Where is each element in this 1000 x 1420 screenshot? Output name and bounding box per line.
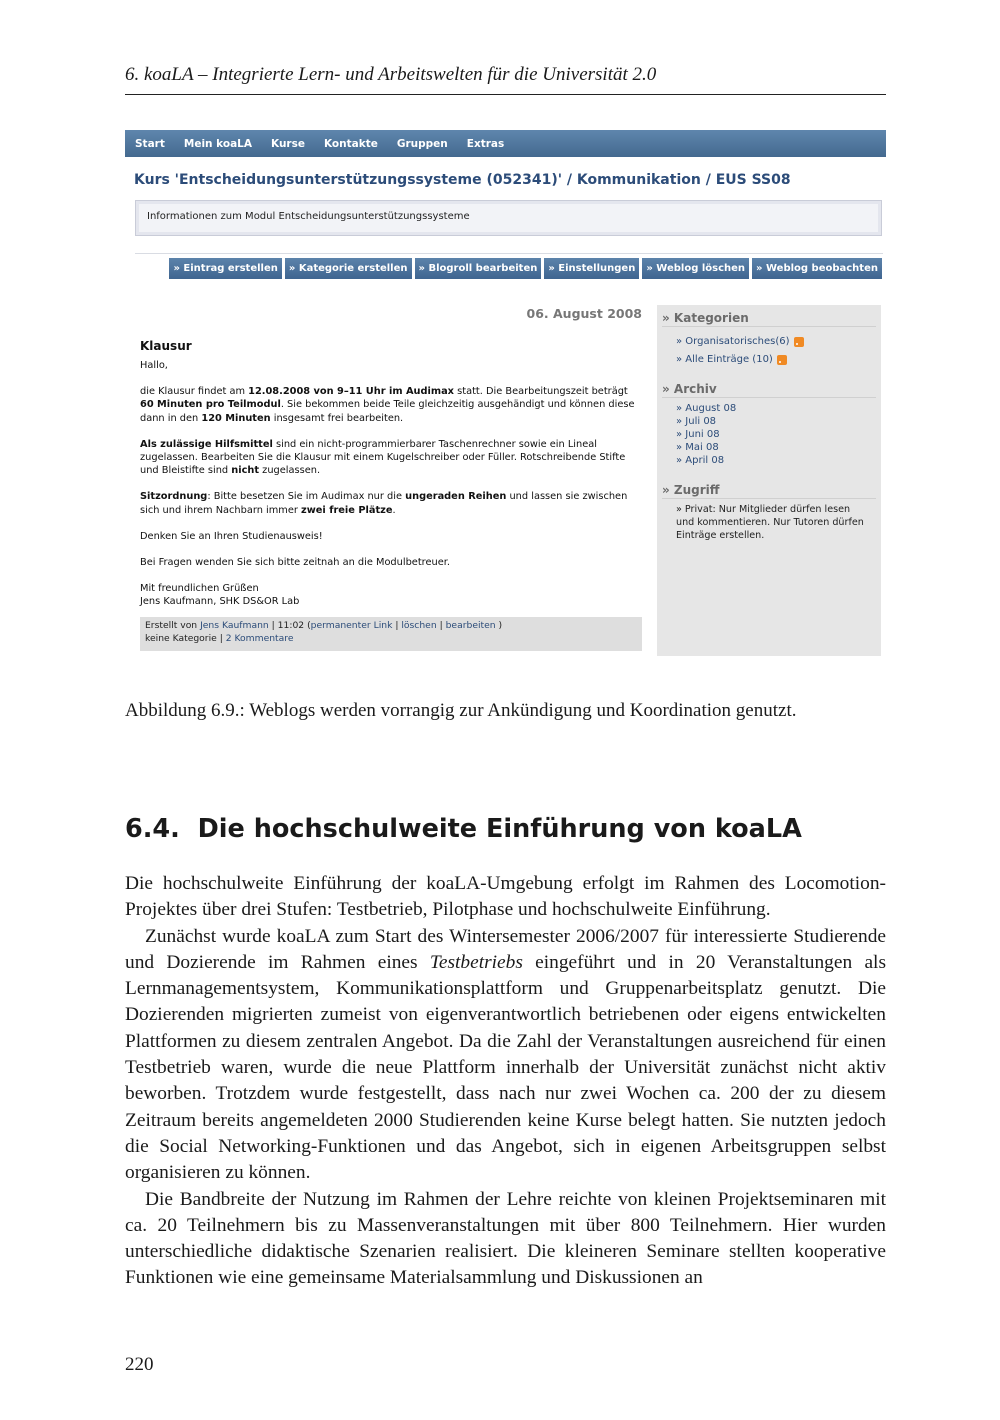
- section-heading: [125, 814, 802, 844]
- categories-heading: » Kategorien: [662, 311, 749, 325]
- section-title: Die hochschulweite Einführung von koaLA: [197, 814, 802, 844]
- course-title: Kurs 'Entscheidungsunterstützungssysteme (052341)' / Kommunikation / EUS SS08: [134, 172, 791, 188]
- nav-item-start[interactable]: Start: [135, 137, 165, 150]
- settings-button[interactable]: » Einstellungen: [544, 258, 639, 279]
- weblog-sidebar: [657, 305, 881, 656]
- archive-heading: » Archiv: [662, 382, 717, 396]
- post-date: 06. August 2008: [526, 306, 642, 321]
- category-organisatorisches[interactable]: » Organisatorisches(6): [676, 336, 804, 347]
- post-greeting: Hallo,: [140, 360, 168, 371]
- delete-link[interactable]: löschen: [401, 620, 437, 631]
- weblog-toolbar: [169, 258, 882, 279]
- post-paragraph-seating: Sitzordnung: Bitte besetzen Sie im Audimax nur die ungeraden Reihen und lassen sie zwischen sich und ihrem Nachbarn immer zwei freie Plätze.: [140, 491, 628, 516]
- paragraph: Zunächst wurde koaLA zum Start des Wintersemester 2006/2007 für interessierte Studierende und Dozierende im Rahmen eines Testbetriebs eingeführt und in 20 Veranstaltungen als Lernmanagementsystem, Kommunikationsplattform und Gruppenarbeitsplatz genutzt. Die Dozierenden migrierten zumeist von eigenverantwortlich betriebenen oder eigens entwickelten Plattformen zu diesem zentralen Angebot. Da die Zahl der Veranstaltungen ausreichend für einen Testbetrieb waren, wurde die neue Plattform innerhalb der Universität zunächst nicht aktiv beworben. Trotzdem wurde festgestellt, dass nach nur zwei Wochen ca. 200 der zu diesem Zeitraum bereits angemeldeten 2000 Studierenden keine Kurse belegt hatten. Sie nutzten jedoch die Social Networking-Funktionen und das Angebot, sich in eigenen Arbeitsgruppen selbst organisieren zu können.: [125, 925, 886, 1184]
- nav-item-gruppen[interactable]: Gruppen: [396, 137, 448, 150]
- rss-icon[interactable]: [794, 337, 804, 347]
- section-number: 6.4.: [125, 814, 180, 844]
- emphasis-testbetriebs: Testbetriebs: [429, 951, 523, 973]
- nav-item-kurse[interactable]: Kurse: [271, 137, 305, 150]
- edit-link[interactable]: bearbeiten: [445, 620, 496, 631]
- paragraph: Die hochschulweite Einführung der koaLA-Umgebung erfolgt im Rahmen des Locomotion-Projektes über drei Stufen: Testbetrieb, Pilotphase und hochschulweite Einführung.: [125, 873, 886, 921]
- create-entry-button[interactable]: » Eintrag erstellen: [169, 258, 281, 279]
- body-text: [125, 871, 886, 1292]
- running-head: 6. koaLA – Integrierte Lern- und Arbeitswelten für die Universität 2.0: [125, 64, 886, 95]
- figure-caption: Abbildung 6.9.: Weblogs werden vorrangig zur Ankündigung und Koordination genutzt.: [125, 700, 797, 721]
- nav-item-extras[interactable]: Extras: [466, 137, 505, 150]
- paragraph: Die Bandbreite der Nutzung im Rahmen der Lehre reichte von kleinen Projektseminaren mit ca. 20 Teilnehmern bis zu Massenveranstaltungen mit über 800 Teilnehmern. Hier wurden unterschiedliche didaktische Szenarien realisiert. Die kleineren Seminare stellten kooperative Funktionen wie eine gemeinsame Materialsammlung und Diskussionen an: [125, 1188, 886, 1289]
- toolbar-divider: [135, 253, 883, 254]
- access-rule: [662, 498, 876, 499]
- author-link[interactable]: Jens Kaufmann: [200, 620, 269, 631]
- archive-rule: [662, 397, 876, 398]
- post-paragraph-exam: die Klausur findet am 12.08.2008 von 9–11 Uhr im Audimax statt. Die Bearbeitungszeit beträgt 60 Minuten pro Teilmodul. Sie bekommen beide Teile gleichzeitig ausgehändigt und können diese dann in den 120 Minuten insgesamt frei bearbeiten.: [140, 386, 635, 424]
- module-info-text: Informationen zum Modul Entscheidungsunterstützungssysteme: [139, 204, 878, 232]
- permalink-link[interactable]: permanenter Link: [310, 620, 393, 631]
- nav-bar: [125, 130, 886, 157]
- archive-juli-08[interactable]: » Juli 08: [676, 416, 717, 427]
- post-paragraph-questions: Bei Fragen wenden Sie sich bitte zeitnah an die Modulbetreuer.: [140, 557, 450, 569]
- nav-item-mein-koala[interactable]: Mein koaLA: [183, 137, 252, 150]
- watch-weblog-button[interactable]: » Weblog beobachten: [752, 258, 882, 279]
- create-category-button[interactable]: » Kategorie erstellen: [285, 258, 412, 279]
- post-paragraph-aids: Als zulässige Hilfsmittel sind ein nicht-programmierbarer Taschenrechner sowie ein Lineal zugelassen. Bearbeiten Sie die Klausur mit einem Kugelschreiber oder Füller. Rotschreibende Stifte und Bleistifte sind nicht zugelassen.: [140, 438, 626, 477]
- archive-april-08[interactable]: » April 08: [676, 455, 725, 466]
- comments-link[interactable]: 2 Kommentare: [225, 632, 294, 644]
- categories-rule: [662, 326, 876, 327]
- archive-juni-08[interactable]: » Juni 08: [676, 429, 720, 440]
- nav-item-kontakte[interactable]: Kontakte: [323, 137, 378, 150]
- rss-icon[interactable]: [777, 355, 787, 365]
- post-signature: Mit freundlichen Grüßen Jens Kaufmann, SHK DS&OR Lab: [140, 583, 300, 608]
- post-paragraph-id: Denken Sie an Ihren Studienausweis!: [140, 530, 323, 542]
- access-text: » Privat: Nur Mitglieder dürfen lesen und kommentieren. Nur Tutoren dürfen Einträge erstellen.: [676, 504, 864, 541]
- post-title: Klausur: [140, 339, 192, 353]
- edit-blogroll-button[interactable]: » Blogroll bearbeiten: [415, 258, 542, 279]
- category-all-entries[interactable]: » Alle Einträge (10): [676, 354, 787, 365]
- access-heading: » Zugriff: [662, 483, 720, 497]
- module-info-box: [135, 200, 882, 236]
- post-body: [140, 359, 642, 622]
- page-number: 220: [125, 1354, 154, 1375]
- archive-august-08[interactable]: » August 08: [676, 403, 737, 414]
- delete-weblog-button[interactable]: » Weblog löschen: [642, 258, 749, 279]
- weblog-screenshot: [125, 130, 886, 660]
- archive-mai-08[interactable]: » Mai 08: [676, 442, 719, 453]
- post-meta: Erstellt von Jens Kaufmann | 11:02 (permanenter Link | löschen | bearbeiten ) keine Kategorie | 2 Kommentare: [140, 617, 642, 651]
